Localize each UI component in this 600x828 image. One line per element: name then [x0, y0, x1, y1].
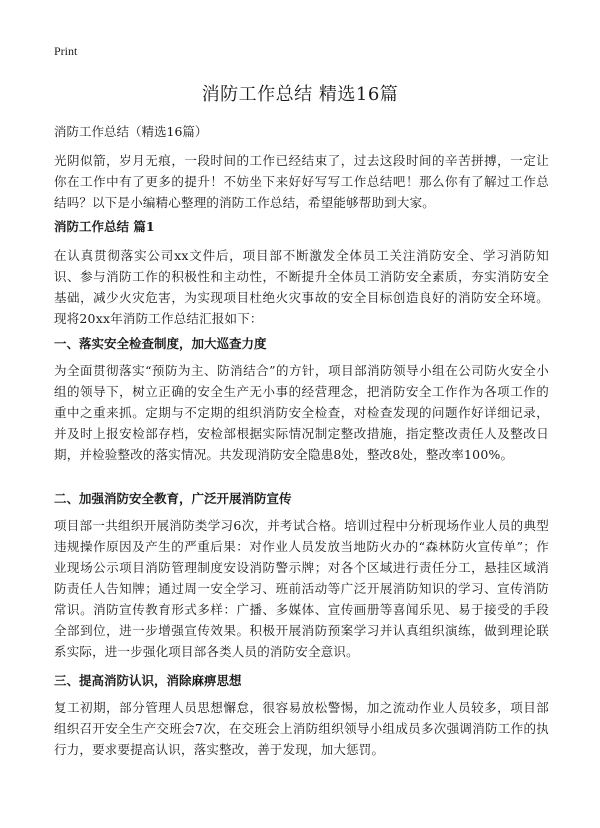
- print-link[interactable]: Print: [54, 44, 78, 58]
- document-subtitle: 消防工作总结（精选16篇）: [54, 124, 208, 139]
- paragraph-3: 复工初期，部分管理人员思想懈怠，很容易放松警惕，加之流动作业人员较多，项目部组织召开安全生产交班会7次，在交班会上消防组织领导小组成员多次强调消防工作的执行力，要求要提高认识，落实整改，善于发现，加大惩罚。: [54, 700, 549, 757]
- heading-3: 三、提高消防认识，消除麻痹思想: [54, 673, 242, 688]
- section-title: 消防工作总结 篇1: [54, 219, 155, 234]
- paragraph-2: 项目部一共组织开展消防类学习6次，并考试合格。培训过程中分析现场作业人员的典型违规操作原因及产生的严重后果：对作业人员发放当地防火办的“森林防火宣传单”；作业现场公示项目消防管理制度安设消防警示牌；对各个区域进行责任分工，悬挂区域消防责任人告知牌；通过周一安全学习、班前活动等广泛开展消防知识的学习、宣传消防常识。消防宣传教育形式多样：广播、多媒体、宣传画册等喜闻乐见、易于接受的手段全部到位，进一步增强宣传效果。积极开展消防预案学习并认真组织演练，做到理论联系实际，进一步强化项目部各类人员的消防安全意识。: [54, 518, 549, 659]
- heading-1: 一、落实安全检查制度，加大巡查力度: [54, 336, 267, 351]
- page-title: 消防工作总结 精选16篇: [201, 84, 399, 105]
- intro-paragraph: 光阴似箭，岁月无痕，一段时间的工作已经结束了，过去这段时间的辛苦拼搏，一定让你在工作中有了更多的提升！不妨坐下来好好写写工作总结吧！那么你有了解过工作总结吗？以下是小编精心整理的消防工作总结，希望能够帮助到大家。: [54, 153, 549, 210]
- paragraph-1: 为全面贯彻落实“预防为主、防消结合”的方针，项目部消防领导小组在公司防火安全小组的领导下，树立正确的安全生产无小事的经营理念，把消防安全工作作为各项工作的重中之重来抓。定期与不定期的组织消防安全检查，对检查发现的问题作好详细记录，并及时上报安检部存档，安检部根据实际情况制定整改措施，指定整改责任人及整改日期，并检验整改的落实情况。共发现消防安全隐患8处，整改8处，整改率100%。: [54, 363, 549, 462]
- heading-2: 二、加强消防安全教育，广泛开展消防宣传: [54, 491, 292, 506]
- section-intro-paragraph: 在认真贯彻落实公司xx文件后，项目部不断激发全体员工关注消防安全、学习消防知识、参与消防工作的积极性和主动性，不断提升全体员工消防安全素质，夯实消防安全基础，减少火灾危害，为实现项目杜绝火灾事故的安全目标创造良好的消防安全环境。现将20xx年消防工作总结汇报如下：: [54, 248, 549, 326]
